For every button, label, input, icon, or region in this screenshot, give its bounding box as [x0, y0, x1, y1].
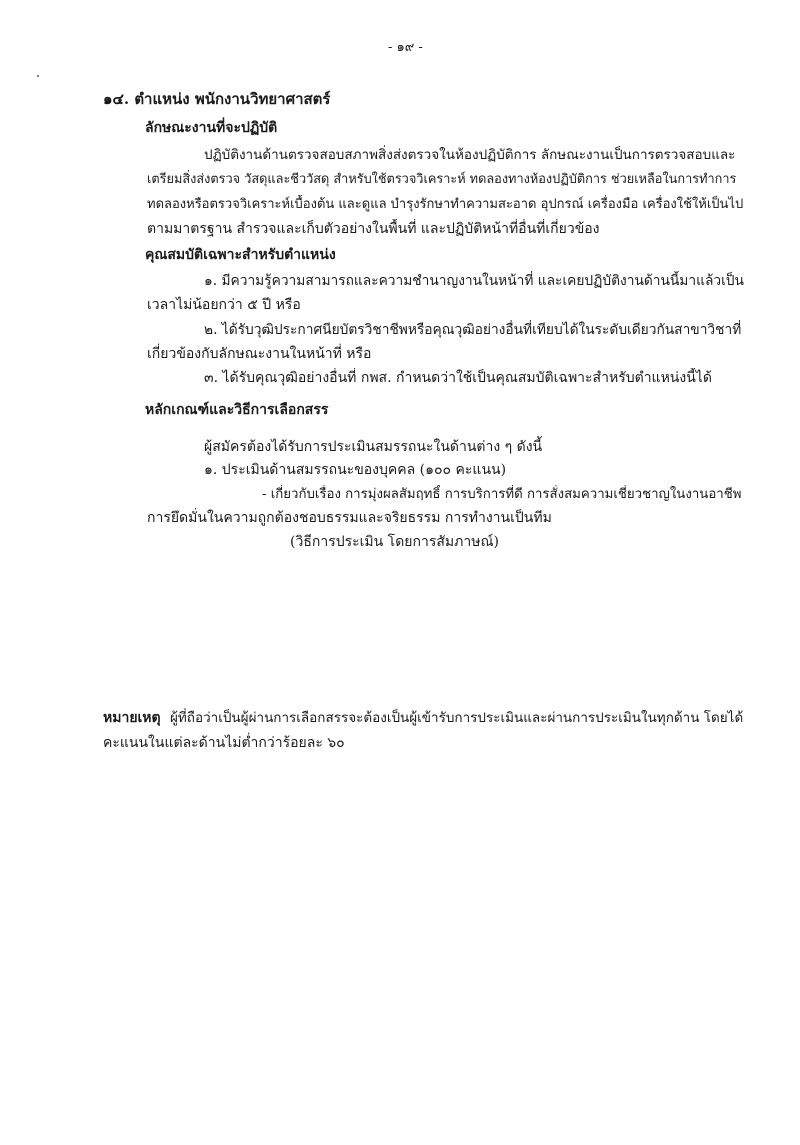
job-nature-title: ลักษณะงานที่จะปฏิบัติ [145, 120, 278, 136]
selection-intro: ผู้สมัครต้องได้รับการประเมินสมรรถนะในด้านต่าง ๆ ดังนี้ [204, 439, 543, 455]
note-label: หมายเหตุ [103, 710, 161, 726]
job-nature-line: เตรียมสิ่งส่งตรวจ วัสดุและชีววัสดุ สำหรับใช้ตรวจวิเคราะห์ ทดลองทางห้องปฏิบัติการ ช่วยเหลือในการทำการ [147, 172, 737, 187]
qualification-item-1-cont: เวลาไม่น้อยกว่า ๕ ปี หรือ [147, 297, 301, 313]
scan-speck [37, 75, 39, 77]
job-nature-line: ทดลองหรือตรวจวิเคราะห์เบื้องต้น และดูแล บำรุงรักษาทำความสะอาด อุปกรณ์ เครื่องมือ เครื่องใช้ให้เป็นไป [147, 197, 744, 212]
job-nature-line: ปฏิบัติงานด้านตรวจสอบสภาพสิ่งส่งตรวจในห้องปฏิบัติการ ลักษณะงานเป็นการตรวจสอบและ [204, 147, 736, 163]
qualification-item-1: ๑. มีความรู้ความสามารถและความชำนาญงานในหน้าที่ และเคยปฏิบัติงานด้านนี้มาแล้วเป็น [204, 273, 744, 289]
qualification-item-2-cont: เกี่ยวข้องกับลักษณะงานในหน้าที่ หรือ [147, 346, 372, 362]
position-heading: ๑๔. ตำแหน่ง พนักงานวิทยาศาสตร์ [103, 90, 331, 108]
qualifications-title: คุณสมบัติเฉพาะสำหรับตำแหน่ง [145, 247, 336, 263]
selection-detail-cont: การยึดมั่นในความถูกต้องชอบธรรมและจริยธรรม การทำงานเป็นทีม [147, 510, 552, 526]
selection-title: หลักเกณฑ์และวิธีการเลือกสรร [145, 402, 329, 418]
qualification-item-2: ๒. ได้รับวุฒิประกาศนียบัตรวิชาชีพหรือคุณวุฒิอย่างอื่นที่เทียบได้ในระดับเดียวกันสาขาวิชาที่ [204, 322, 742, 338]
page-number: - ๑๙ - [388, 40, 423, 55]
qualification-item-3: ๓. ได้รับคุณวุฒิอย่างอื่นที่ กพส. กำหนดว่าใช้เป็นคุณสมบัติเฉพาะสำหรับตำแหน่งนี้ได้ [204, 370, 712, 386]
job-nature-line: ตามมาตรฐาน สำรวจและเก็บตัวอย่างในพื้นที่ และปฏิบัติหน้าที่อื่นที่เกี่ยวข้อง [147, 221, 600, 237]
note-line: ผู้ที่ถือว่าเป็นผู้ผ่านการเลือกสรรจะต้องเป็นผู้เข้ารับการประเมินและผ่านการประเมินในทุกด้าน โดยได้ [170, 710, 744, 726]
note-line-cont: คะแนนในแต่ละด้านไม่ต่ำกว่าร้อยละ ๖๐ [103, 735, 345, 751]
assessment-method: (วิธีการประเมิน โดยการสัมภาษณ์) [290, 534, 499, 550]
selection-detail: - เกี่ยวกับเรื่อง การมุ่งผลสัมฤทธิ์ การบริการที่ดี การสั่งสมความเชี่ยวชาญในงานอาชีพ [262, 487, 742, 502]
selection-item-1: ๑. ประเมินด้านสมรรถนะของบุคคล (๑๐๐ คะแนน) [204, 462, 507, 478]
